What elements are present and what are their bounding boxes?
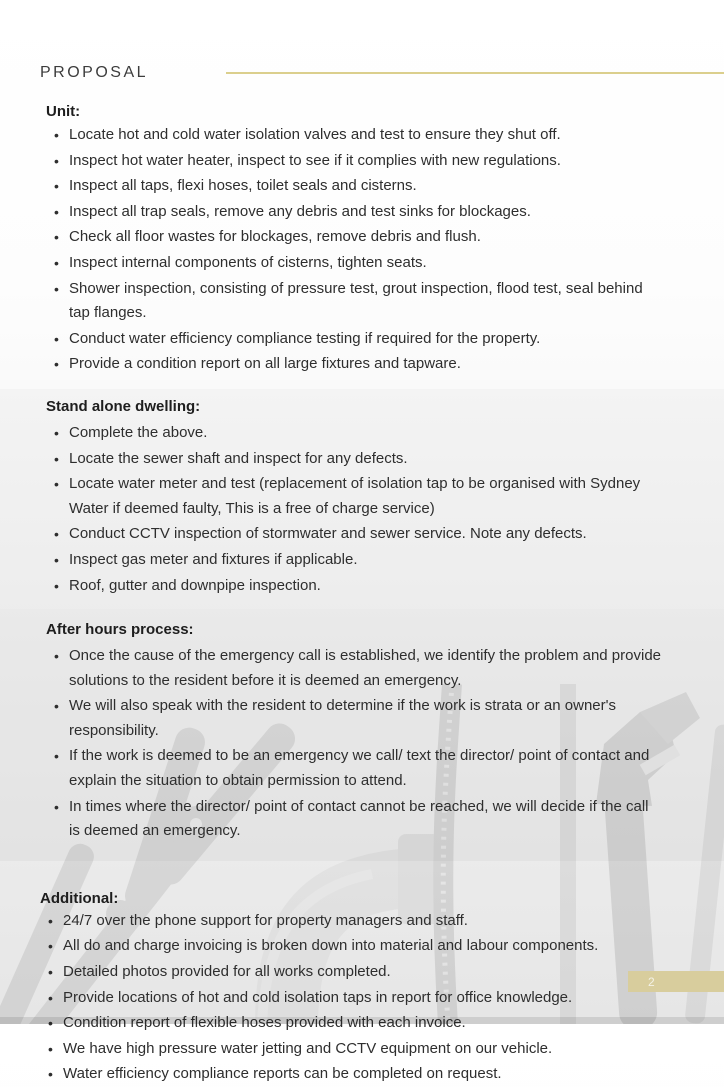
page-number-badge [628, 971, 724, 992]
bullet-list-stand-alone-dwelling [46, 421, 662, 598]
section-unit [0, 103, 724, 377]
bullet-list-unit [46, 123, 662, 377]
page-number: 2 [648, 974, 655, 989]
list-item: • In times where the director/ point of contact cannot be reached, we will decide if the call is deemed an emergency. [46, 795, 662, 844]
list-item: • Inspect all taps, flexi hoses, toilet seals and cisterns. [46, 174, 662, 199]
title-accent-rule [226, 72, 724, 74]
bullet-list-additional [40, 909, 656, 1087]
list-item: • Locate hot and cold water isolation valves and test to ensure they shut off. [46, 123, 662, 148]
list-item: • Locate the sewer shaft and inspect for any defects. [46, 447, 662, 472]
list-item: • Locate water meter and test (replacement of isolation tap to be organised with Sydney Water if deemed faulty, This is a free of charge service) [46, 472, 662, 521]
list-item: • Inspect gas meter and fixtures if applicable. [46, 548, 662, 573]
list-item: • We have high pressure water jetting and CCTV equipment on our vehicle. [40, 1037, 656, 1062]
list-item: • Conduct CCTV inspection of stormwater and sewer service. Note any defects. [46, 522, 662, 547]
list-item: • We will also speak with the resident to determine if the work is strata or an owner's responsibility. [46, 694, 662, 743]
list-item: • Provide locations of hot and cold isolation taps in report for office knowledge. [40, 986, 656, 1011]
document-header [0, 0, 724, 82]
section-heading-additional: Additional: [40, 889, 119, 907]
list-item: • Provide a condition report on all large fixtures and tapware. [46, 352, 662, 377]
section-heading-stand-alone-dwelling: Stand alone dwelling: [46, 397, 201, 415]
list-item: • Conduct water efficiency compliance testing if required for the property. [46, 327, 662, 352]
list-item: • Condition report of flexible hoses provided with each invoice. [40, 1011, 656, 1036]
list-item: • Inspect all trap seals, remove any debris and test sinks for blockages. [46, 200, 662, 225]
list-item: • Inspect hot water heater, inspect to see if it complies with new regulations. [46, 149, 662, 174]
section-additional [0, 890, 724, 1087]
page-title: PROPOSAL [40, 64, 149, 81]
list-item: • Shower inspection, consisting of pressure test, grout inspection, flood test, seal behind tap flanges. [46, 277, 662, 326]
bullet-list-after-hours-process [46, 644, 662, 844]
list-item: • Inspect internal components of cisterns, tighten seats. [46, 251, 662, 276]
list-item: • If the work is deemed to be an emergency we call/ text the director/ point of contact and explain the situation to obtain permission to attend. [46, 744, 662, 793]
list-item: • Check all floor wastes for blockages, remove debris and flush. [46, 225, 662, 250]
section-heading-unit: Unit: [46, 103, 81, 120]
list-item: • Water efficiency compliance reports can be completed on request. [40, 1062, 656, 1087]
section-heading-after-hours-process: After hours process: [46, 621, 194, 639]
list-item: • Complete the above. [46, 421, 662, 446]
list-item: • Roof, gutter and downpipe inspection. [46, 574, 662, 599]
list-item: • Detailed photos provided for all works completed. [40, 960, 656, 985]
section-after-hours-process [0, 609, 724, 861]
list-item: • 24/7 over the phone support for property managers and staff. [40, 909, 656, 934]
section-stand-alone-dwelling [0, 389, 724, 609]
list-item: • Once the cause of the emergency call is established, we identify the problem and provide solutions to the resident before it is deemed an emergency. [46, 644, 662, 693]
list-item: • All do and charge invoicing is broken down into material and labour components. [40, 934, 656, 959]
